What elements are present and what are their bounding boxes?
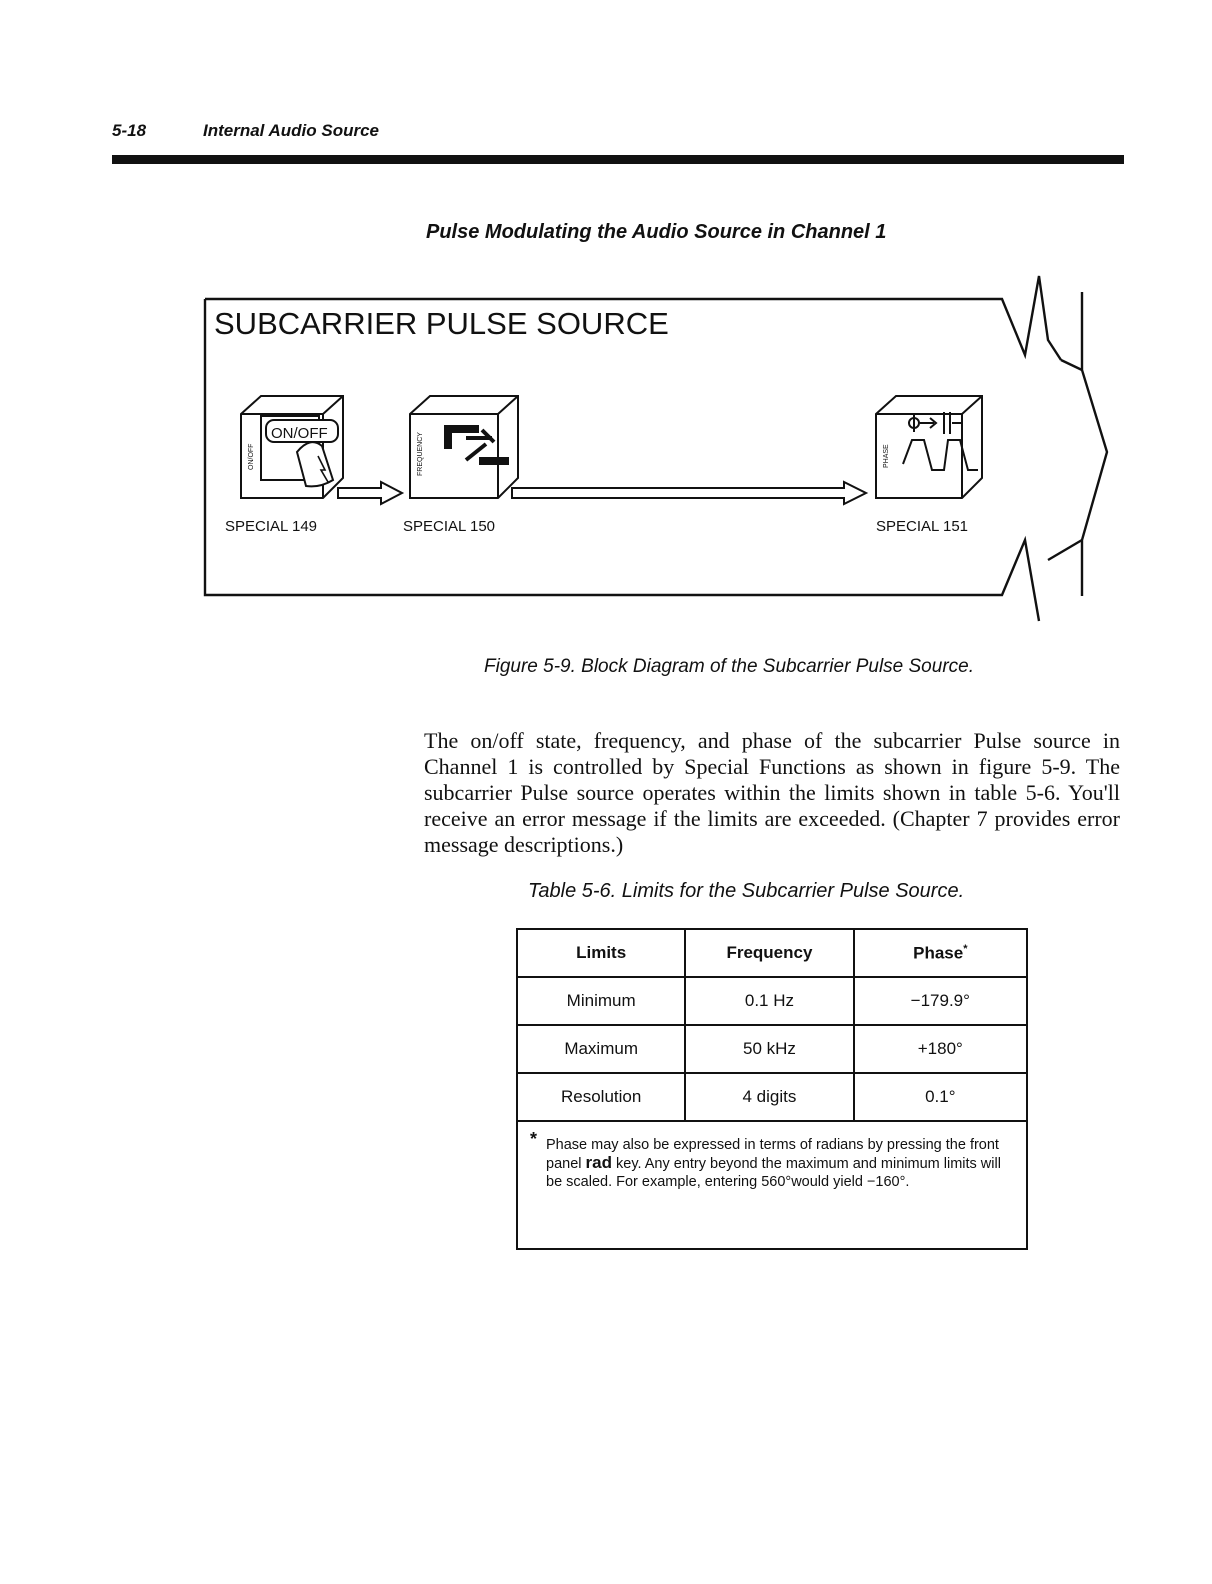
table-header-row bbox=[517, 929, 1027, 977]
header-phase: Phase* bbox=[854, 929, 1027, 977]
header-frequency: Frequency bbox=[685, 929, 853, 977]
cell-min-phase: −179.9° bbox=[854, 977, 1027, 1025]
limits-table bbox=[516, 928, 1028, 1250]
flow-arrow-2 bbox=[512, 482, 866, 504]
table-footnote bbox=[517, 1121, 1027, 1249]
table-row bbox=[517, 1025, 1027, 1073]
special-149-label: SPECIAL 149 bbox=[225, 518, 317, 535]
phase-key-icon bbox=[876, 396, 982, 498]
cell-minimum: Minimum bbox=[517, 977, 685, 1025]
cell-res-phase: 0.1° bbox=[854, 1073, 1027, 1121]
header-limits: Limits bbox=[517, 929, 685, 977]
table-footnote-row bbox=[517, 1121, 1027, 1249]
table-row bbox=[517, 977, 1027, 1025]
table-caption: Table 5-6. Limits for the Subcarrier Pulse Source. bbox=[528, 880, 965, 902]
footnote-text-after: key. Any entry beyond the maximum and minimum limits will be scaled. For example, entering 560°would yield −160°. bbox=[546, 1156, 1001, 1190]
flow-arrow-1 bbox=[338, 482, 402, 504]
cell-max-phase: +180° bbox=[854, 1025, 1027, 1073]
diagram-title: SUBCARRIER PULSE SOURCE bbox=[214, 306, 669, 341]
chapter-title: Internal Audio Source bbox=[203, 121, 380, 140]
phase-key-side-label: PHASE bbox=[883, 444, 890, 468]
on-off-key-face-label: ON/OFF bbox=[271, 425, 328, 442]
rad-key-label: rad bbox=[585, 1153, 612, 1172]
footnote-mark: * bbox=[530, 1129, 538, 1149]
page-number: 5-18 bbox=[112, 121, 147, 140]
table-row bbox=[517, 1073, 1027, 1121]
body-paragraph: The on/off state, frequency, and phase of the subcarrier Pulse source in Channel 1 is controlled by Special Functions as shown in figure 5-9. The subcarrier Pulse source operates within the limits shown in table 5-6. You'll receive an error message if the limits are exceeded. (Chapter 7 provides error message descriptions.) bbox=[424, 728, 1120, 857]
cell-max-frequency: 50 kHz bbox=[685, 1025, 853, 1073]
on-off-key-icon bbox=[241, 396, 343, 498]
subcarrier-block-diagram bbox=[0, 0, 1212, 700]
footnote-text-before: Phase may also be expressed in terms of radians by pressing the front panel bbox=[546, 1137, 999, 1172]
cell-res-frequency: 4 digits bbox=[685, 1073, 853, 1121]
figure-caption: Figure 5-9. Block Diagram of the Subcarrier Pulse Source. bbox=[484, 656, 974, 677]
frequency-key-side-label: FREQUENCY bbox=[417, 432, 424, 476]
frequency-key-icon bbox=[410, 396, 518, 498]
section-title: Pulse Modulating the Audio Source in Channel 1 bbox=[426, 221, 887, 243]
cell-resolution: Resolution bbox=[517, 1073, 685, 1121]
cell-min-frequency: 0.1 Hz bbox=[685, 977, 853, 1025]
on-off-key-side-label: ON/OFF bbox=[248, 443, 255, 470]
special-150-label: SPECIAL 150 bbox=[403, 518, 495, 535]
cell-maximum: Maximum bbox=[517, 1025, 685, 1073]
special-151-label: SPECIAL 151 bbox=[876, 518, 968, 535]
